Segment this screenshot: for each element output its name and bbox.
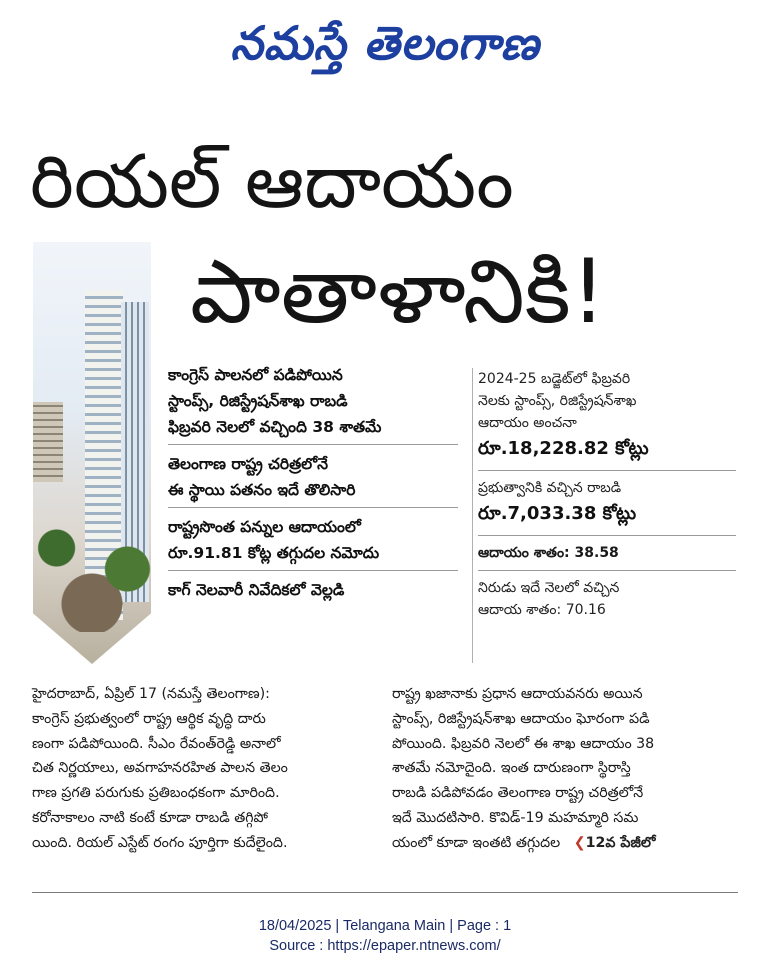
article-column-right <box>392 682 730 856</box>
highlight-item: రాష్ట్రసొంత పన్నుల ఆదాయంలో <box>168 518 361 536</box>
divider <box>478 570 736 571</box>
highlight-item: తెలంగాణ రాష్ట్ర చరిత్రలోనే <box>168 455 329 473</box>
highlight-item: కాగ్ నెలవారీ నివేదికలో వెల్లడి <box>168 581 345 599</box>
body-line: శాతమే నమోదైంది. ఇంత దారుణంగా స్థిరాస్తి <box>392 760 631 777</box>
footer-date-page: 18/04/2025 | Telangana Main | Page : 1 <box>258 918 512 934</box>
body-line: పోయింది. ఫిబ్రవరి నెలలో ఈ శాఖ ఆదాయం 38 <box>392 735 655 752</box>
body-line: యింది. రియల్ ఎస్టేట్ రంగం పూర్తిగా కుదేలైంది. <box>32 834 288 851</box>
revenue-sidebar <box>478 368 736 621</box>
article-column-left <box>32 682 370 856</box>
last-year-text: ఆదాయ శాతం: 70.16 <box>478 602 606 618</box>
received-amount: రూ.7,033.38 కోట్లు <box>478 503 637 524</box>
received-label: ప్రభుత్వానికి వచ్చిన రాబడి <box>478 480 622 496</box>
body-line: రాష్ట్ర ఖజానాకు ప్రధాన ఆదాయవనరు అయిన <box>392 686 643 702</box>
divider <box>478 535 736 536</box>
headline-line-2: పాతాళానికి! <box>190 240 606 343</box>
column-divider <box>472 368 473 663</box>
body-line: హైదరాబాద్, ఏప్రిల్ 17 (నమస్తే తెలంగాణ): <box>32 686 270 702</box>
body-line: ణంగా పడిపోయింది. సీఎం రేవంత్‌రెడ్డి అనాలో <box>32 735 281 752</box>
last-year-text: నిరుడు ఇదే నెలలో వచ్చిన <box>478 580 620 596</box>
body-line <box>392 831 730 856</box>
highlight-item: రూ.91.81 కోట్ల తగ్గుదల నమోదు <box>168 540 458 571</box>
highlight-item: ఈ స్థాయి పతనం ఇదే తొలిసారి <box>168 477 458 508</box>
body-line: చిత నిర్ణయాలు, అవగాహనరహిత పాలన తెలం <box>32 760 288 777</box>
body-line: ఇదే మొదటిసారి. కొవిడ్-19 మహమ్మారి సమ <box>392 809 639 826</box>
footer-divider <box>32 892 738 893</box>
masthead-logo: నమస్తే తెలంగాణ <box>230 16 540 70</box>
budget-amount: రూ.18,228.82 కోట్లు <box>478 438 649 459</box>
trees <box>33 492 151 632</box>
highlight-item: స్టాంప్స్, రిజిస్ట్రేషన్‌శాఖ రాబడి <box>168 392 348 410</box>
body-line: కాంగ్రెస్ ప్రభుత్వంలో రాష్ట్ర ఆర్థిక వృద్ధి దారు <box>32 710 266 727</box>
low-building <box>33 402 63 482</box>
divider <box>478 470 736 471</box>
footer-source[interactable]: Source : https://epaper.ntnews.com/ <box>269 938 501 954</box>
budget-text: 2024-25 బడ్జెట్‌లో ఫిబ్రవరి <box>478 371 631 387</box>
buildings-photo <box>33 242 151 664</box>
revenue-percent: ఆదాయం శాతం: 38.58 <box>478 545 619 561</box>
body-line: కరోనాకాలం నాటి కంటే కూడా రాబడి తగ్గిపో <box>32 809 268 826</box>
budget-text: ఆదాయం అంచనా <box>478 415 577 431</box>
continued-label: 12వ పేజీలో <box>585 834 656 851</box>
body-line: రాబడి పడిపోవడం తెలంగాణ రాష్ట్ర చరిత్రలోనే <box>392 785 644 802</box>
body-line: గాణ ప్రగతి పరుగుకు ప్రతిబంధకంగా మారింది. <box>32 785 280 802</box>
highlights-list <box>168 362 458 603</box>
headline-line-1: రియల్ ఆదాయం <box>30 139 514 225</box>
budget-text: నెలకు స్టాంప్స్, రిజిస్ట్రేషన్‌శాఖ <box>478 393 637 409</box>
continued-link[interactable] <box>574 835 656 851</box>
chevron-left-icon: ❮ <box>573 834 586 851</box>
body-line-text: యంలో కూడా ఇంతటి తగ్గుదల <box>392 834 561 851</box>
body-line: స్టాంప్స్, రిజిస్ట్రేషన్‌శాఖ ఆదాయం ఘోరంగా పడి <box>392 710 650 727</box>
highlight-item: ఫిబ్రవరి నెలలో వచ్చింది 38 శాతమే <box>168 414 458 445</box>
highlight-item: కాంగ్రెస్ పాలనలో పడిపోయిన <box>168 366 343 384</box>
